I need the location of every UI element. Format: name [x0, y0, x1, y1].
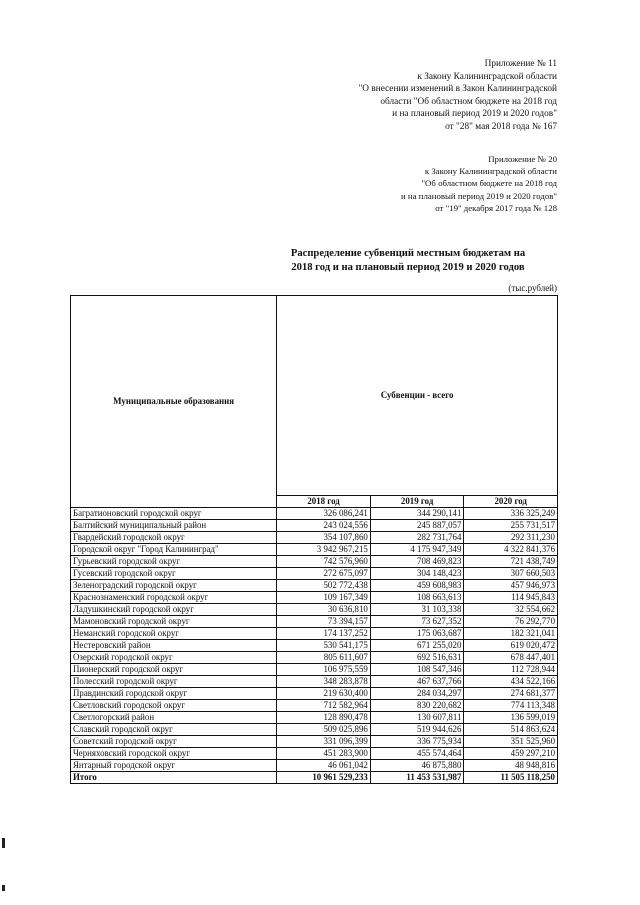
- value-2018-cell: 3 942 967,215: [277, 544, 371, 556]
- value-2020-cell: 112 728,944: [464, 664, 558, 676]
- municipality-name-cell: Полесский городской округ: [71, 676, 277, 688]
- value-2020-cell: 32 554,662: [464, 604, 558, 616]
- value-2018-cell: 46 061,042: [277, 760, 371, 772]
- total-value-2020: 11 505 118,250: [464, 772, 558, 784]
- value-2020-cell: 678 447,401: [464, 652, 558, 664]
- value-2019-cell: 31 103,338: [370, 604, 464, 616]
- value-2020-cell: 76 292,770: [464, 616, 558, 628]
- value-2020-cell: 292 311,230: [464, 532, 558, 544]
- subsidies-table: [70, 295, 558, 784]
- value-2018-cell: 805 611,607: [277, 652, 371, 664]
- value-2018-cell: 509 025,896: [277, 724, 371, 736]
- value-2019-cell: 108 663,613: [370, 592, 464, 604]
- scan-margin-mark: [2, 838, 5, 848]
- table-row: [71, 592, 558, 604]
- municipality-name-cell: Мамоновский городской округ: [71, 616, 277, 628]
- value-2020-cell: 351 525,960: [464, 736, 558, 748]
- value-2018-cell: 530 541,175: [277, 640, 371, 652]
- table-row: [71, 520, 558, 532]
- municipality-name-cell: Советский городской округ: [71, 736, 277, 748]
- value-2019-cell: 467 637,766: [370, 676, 464, 688]
- municipality-name-cell: Правдинский городской округ: [71, 688, 277, 700]
- value-2020-cell: 619 020,472: [464, 640, 558, 652]
- value-2020-cell: 459 297,210: [464, 748, 558, 760]
- value-2020-cell: 457 946,973: [464, 580, 558, 592]
- table-row: [71, 604, 558, 616]
- column-header-year-2018: 2018 год: [277, 496, 371, 508]
- annex-20-line: от "19" декабря 2017 года № 128: [435, 202, 557, 213]
- value-2019-cell: 830 220,682: [370, 700, 464, 712]
- value-2018-cell: 243 024,556: [277, 520, 371, 532]
- value-2020-cell: 721 438,749: [464, 556, 558, 568]
- annex-20-line: и на плановый период 2019 и 2020 годов": [401, 190, 557, 201]
- municipality-name-cell: Неманский городской округ: [71, 628, 277, 640]
- document-title: [250, 247, 566, 275]
- municipality-name-cell: Зеленоградский городской округ: [71, 580, 277, 592]
- table-row: [71, 724, 558, 736]
- title-line-1: Распределение субвенций местным бюджетам на: [290, 248, 526, 259]
- annex-20-header: [401, 153, 557, 214]
- table-row: [71, 580, 558, 592]
- annex-20-line: к Закону Калининградской области: [424, 166, 557, 177]
- total-label: Итого: [71, 772, 277, 784]
- table-row: [71, 676, 558, 688]
- value-2018-cell: 272 675,097: [277, 568, 371, 580]
- value-2018-cell: 326 086,241: [277, 508, 371, 520]
- table-row: [71, 664, 558, 676]
- annex-20-line: Приложение № 20: [488, 154, 557, 164]
- table-row: [71, 544, 558, 556]
- municipality-name-cell: Нестеровский район: [71, 640, 277, 652]
- value-2019-cell: 175 063,687: [370, 628, 464, 640]
- municipality-name-cell: Городской округ "Город Калининград": [71, 544, 277, 556]
- value-2020-cell: 114 945,843: [464, 592, 558, 604]
- value-2018-cell: 451 283,900: [277, 748, 371, 760]
- value-2020-cell: 136 599,019: [464, 712, 558, 724]
- value-2019-cell: 519 944,626: [370, 724, 464, 736]
- table-row: [71, 616, 558, 628]
- value-2020-cell: 274 681,377: [464, 688, 558, 700]
- value-2018-cell: 354 107,860: [277, 532, 371, 544]
- value-2020-cell: 307 660,503: [464, 568, 558, 580]
- value-2019-cell: 344 290,141: [370, 508, 464, 520]
- municipality-name-cell: Гусевский городской округ: [71, 568, 277, 580]
- annex-11-line: от "28" мая 2018 года № 167: [445, 121, 557, 132]
- column-header-subsidies-total: Субвенции - всего: [277, 296, 558, 496]
- value-2019-cell: 108 547,346: [370, 664, 464, 676]
- unit-label: (тыс.рублей): [508, 283, 557, 293]
- value-2020-cell: 434 522,166: [464, 676, 558, 688]
- column-header-year-2019: 2019 год: [370, 496, 464, 508]
- table-row: [71, 688, 558, 700]
- table-row: [71, 640, 558, 652]
- value-2019-cell: 4 175 947,349: [370, 544, 464, 556]
- table-row: [71, 700, 558, 712]
- table-row: [71, 628, 558, 640]
- total-value-2019: 11 453 531,987: [370, 772, 464, 784]
- value-2019-cell: 284 034,297: [370, 688, 464, 700]
- column-header-year-2020: 2020 год: [464, 496, 558, 508]
- annex-11-line: к Закону Калининградской области: [417, 71, 557, 82]
- municipality-name-cell: Балтийский муниципальный район: [71, 520, 277, 532]
- table-row: [71, 748, 558, 760]
- municipality-name-cell: Краснознаменский городской округ: [71, 592, 277, 604]
- value-2019-cell: 73 627,352: [370, 616, 464, 628]
- table-row: [71, 532, 558, 544]
- value-2018-cell: 331 096,399: [277, 736, 371, 748]
- value-2020-cell: 514 863,624: [464, 724, 558, 736]
- table-body: [71, 508, 558, 784]
- value-2019-cell: 130 607,811: [370, 712, 464, 724]
- municipality-name-cell: Светловский городской округ: [71, 700, 277, 712]
- total-value-2018: 10 961 529,233: [277, 772, 371, 784]
- value-2018-cell: 348 283,878: [277, 676, 371, 688]
- scan-margin-mark: [2, 885, 5, 891]
- value-2020-cell: 48 948,816: [464, 760, 558, 772]
- value-2018-cell: 30 636,810: [277, 604, 371, 616]
- value-2020-cell: 255 731,517: [464, 520, 558, 532]
- municipality-name-cell: Озерский городской округ: [71, 652, 277, 664]
- column-header-municipality: Муниципальные образования: [71, 296, 277, 508]
- table-row: [71, 760, 558, 772]
- annex-11-line: и на плановый период 2019 и 2020 годов": [392, 109, 557, 120]
- annex-11-line: "О внесении изменений в Закон Калининградской: [358, 84, 557, 95]
- municipality-name-cell: Янтарный городской округ: [71, 760, 277, 772]
- value-2019-cell: 671 255,020: [370, 640, 464, 652]
- municipality-name-cell: Светлогорский район: [71, 712, 277, 724]
- table-row: [71, 712, 558, 724]
- value-2020-cell: 336 325,249: [464, 508, 558, 520]
- table-row: [71, 556, 558, 568]
- annex-11-header: [359, 58, 557, 134]
- municipality-name-cell: Багратионовский городской округ: [71, 508, 277, 520]
- value-2019-cell: 336 775,934: [370, 736, 464, 748]
- value-2018-cell: 219 630,400: [277, 688, 371, 700]
- table-row: [71, 568, 558, 580]
- annex-11-line: Приложение № 11: [484, 59, 557, 69]
- value-2019-cell: 245 887,057: [370, 520, 464, 532]
- value-2018-cell: 712 582,964: [277, 700, 371, 712]
- value-2019-cell: 459 608,983: [370, 580, 464, 592]
- value-2018-cell: 106 975,559: [277, 664, 371, 676]
- annex-20-line: "Об областном бюджете на 2018 год: [421, 178, 557, 189]
- value-2019-cell: 282 731,764: [370, 532, 464, 544]
- value-2019-cell: 455 574,464: [370, 748, 464, 760]
- municipality-name-cell: Ладушкинский городской округ: [71, 604, 277, 616]
- value-2020-cell: 4 322 841,376: [464, 544, 558, 556]
- municipality-name-cell: Пионерский городской округ: [71, 664, 277, 676]
- value-2019-cell: 304 148,423: [370, 568, 464, 580]
- value-2020-cell: 774 113,348: [464, 700, 558, 712]
- value-2019-cell: 46 875,880: [370, 760, 464, 772]
- annex-11-line: области "Об областном бюджете на 2018 год: [380, 96, 557, 107]
- municipality-name-cell: Гурьевский городской округ: [71, 556, 277, 568]
- table-row: [71, 508, 558, 520]
- municipality-name-cell: Славский городской округ: [71, 724, 277, 736]
- value-2020-cell: 182 321,041: [464, 628, 558, 640]
- value-2018-cell: 128 890,478: [277, 712, 371, 724]
- value-2019-cell: 708 469,823: [370, 556, 464, 568]
- title-line-2: 2018 год и на плановый период 2019 и 2020 годов: [291, 262, 525, 273]
- value-2018-cell: 73 394,157: [277, 616, 371, 628]
- total-row: [71, 772, 558, 784]
- municipality-name-cell: Гвардейский городской округ: [71, 532, 277, 544]
- municipality-name-cell: Черняховский городской округ: [71, 748, 277, 760]
- table-row: [71, 736, 558, 748]
- table-row: [71, 652, 558, 664]
- value-2018-cell: 502 772,438: [277, 580, 371, 592]
- value-2018-cell: 742 576,960: [277, 556, 371, 568]
- value-2018-cell: 174 137,252: [277, 628, 371, 640]
- value-2018-cell: 109 167,349: [277, 592, 371, 604]
- value-2019-cell: 692 516,631: [370, 652, 464, 664]
